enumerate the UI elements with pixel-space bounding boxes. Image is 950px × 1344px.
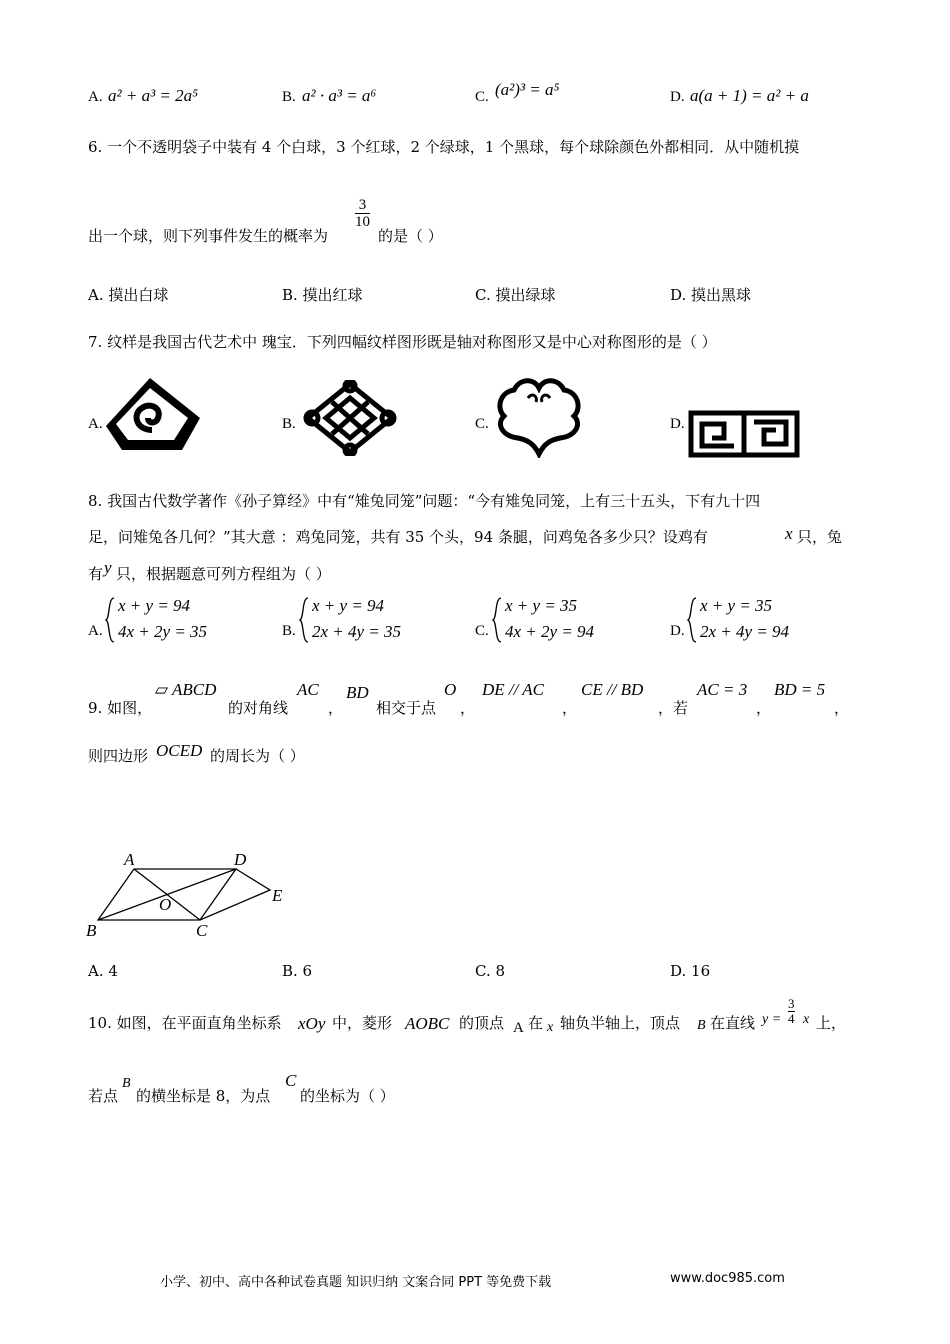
- q8-d-equation-2: 2x + 4y = 94: [700, 622, 790, 641]
- fig-label-e: E: [272, 886, 283, 905]
- q6-fraction-denominator: 10: [355, 214, 370, 230]
- q9-option-d: D. 16: [670, 962, 711, 980]
- q5-option-c-label: C.: [475, 89, 489, 105]
- q10-rhombus-aobc: AOBC: [405, 1014, 450, 1033]
- q10-x-axis: x: [547, 1020, 554, 1035]
- q9-point-o: O: [444, 680, 457, 699]
- q8-c-equation-1: x + y = 35: [505, 596, 578, 615]
- q5-option-d-expr: a(a + 1) = a² + a: [690, 86, 809, 105]
- q10-slope-fraction: [788, 997, 795, 1026]
- q6-stem-line2-post: 的是（ ）: [378, 227, 443, 245]
- q6-fraction-numerator: 3: [358, 197, 367, 213]
- q10-text-6: 上，: [816, 1014, 847, 1032]
- q7-option-c-label: C.: [475, 416, 489, 432]
- spiral-cloud-pattern-icon: [102, 374, 204, 456]
- q8-a-equation-2: 4x + 2y = 35: [118, 622, 208, 641]
- q9-lead: 9. 如图，: [88, 699, 153, 717]
- q10-text-3: 在: [528, 1014, 544, 1032]
- q8-b-equation-1: x + y = 94: [312, 596, 385, 615]
- q9-ce-parallel-bd: CE // BD: [581, 680, 644, 699]
- q10-point-c: C: [285, 1071, 297, 1090]
- q8-option-a-system: [104, 596, 234, 648]
- brace-icon: [104, 596, 116, 644]
- q10-line2-mid: 的横坐标是 8，为点: [136, 1087, 271, 1105]
- q9-ac-equals-3: AC = 3: [697, 680, 748, 699]
- q9-comma-5: ，: [834, 699, 850, 717]
- q7-option-a-label: A.: [88, 416, 103, 432]
- q5-option-a-expr: a² + a³ = 2a⁵: [108, 86, 199, 105]
- q5-option-b-expr: a² · a³ = a⁶: [302, 86, 377, 105]
- fig-label-a: A: [124, 850, 135, 869]
- q9-line2-post: 的周长为（ ）: [210, 747, 305, 765]
- brace-icon: [491, 596, 503, 644]
- q5-option-a-label: A.: [88, 89, 103, 105]
- q9-option-b: B. 6: [282, 962, 313, 980]
- fig-label-c: C: [196, 921, 208, 940]
- fig-label-b: B: [86, 921, 97, 940]
- q10-text-1: 中，菱形: [332, 1014, 393, 1032]
- q9-text-3: ，若: [658, 699, 689, 717]
- q8-c-equation-2: 4x + 2y = 94: [505, 622, 595, 641]
- q10-line-lhs: y =: [762, 1012, 782, 1027]
- fig-label-d: D: [234, 850, 247, 869]
- q8-d-equation-1: x + y = 35: [700, 596, 773, 615]
- footer-url[interactable]: www.doc985.com: [670, 1271, 785, 1286]
- q6-option-d: D. 摸出黑球: [670, 286, 752, 304]
- q9-quadrilateral-oced: OCED: [156, 741, 203, 760]
- q5-option-d-label: D.: [670, 89, 685, 105]
- q9-comma-3: ，: [562, 699, 578, 717]
- q5-option-b-label: B.: [282, 89, 296, 105]
- q10-line2-pre: 若点: [88, 1087, 119, 1105]
- q9-option-c: C. 8: [475, 962, 506, 980]
- q10-lead: 10. 如图，在平面直角坐标系: [88, 1014, 282, 1032]
- q9-geometry-figure: [84, 848, 294, 940]
- q6-option-c: C. 摸出绿球: [475, 286, 556, 304]
- q9-option-a: A. 4: [88, 962, 118, 980]
- q7-option-b-label: B.: [282, 416, 296, 432]
- q6-option-b: B. 摸出红球: [282, 286, 363, 304]
- q8-b-equation-2: 2x + 4y = 35: [312, 622, 402, 641]
- q8-option-a-label: A.: [88, 623, 103, 639]
- q8-option-b-label: B.: [282, 623, 296, 639]
- q10-vertex-b: B: [697, 1018, 706, 1033]
- q8-option-d-label: D.: [670, 623, 685, 639]
- q7-option-d-label: D.: [670, 416, 685, 432]
- q8-option-b-system: [298, 596, 428, 648]
- q8-stem-line3-pre: 有: [88, 565, 104, 583]
- q10-vertex-a: A: [513, 1020, 524, 1036]
- q10-line2-post: 的坐标为（ ）: [300, 1087, 395, 1105]
- q9-line2-pre: 则四边形: [88, 747, 149, 765]
- q10-text-2: 的顶点: [459, 1014, 505, 1032]
- q9-text-2: 相交于点: [376, 699, 437, 717]
- q10-fraction-numerator: 3: [788, 996, 795, 1011]
- q10-point-b: B: [122, 1076, 131, 1091]
- q6-option-a: A. 摸出白球: [88, 286, 169, 304]
- brace-icon: [298, 596, 310, 644]
- q9-comma-4: ，: [756, 699, 772, 717]
- q8-stem-line2-pre: 足，问雉兔各几何？”其大意 ：鸡兔同笼，共有 35 个头，94 条腿，问鸡兔各多少只？设鸡有: [88, 528, 708, 546]
- chinese-knot-pattern-icon: [302, 380, 398, 456]
- q10-fraction-denominator: 4: [788, 1011, 795, 1026]
- brace-icon: [686, 596, 698, 644]
- q6-stem-line2-pre: 出一个球，则下列事件发生的概率为: [88, 227, 329, 245]
- q9-text-1: 的对角线: [228, 699, 289, 717]
- q9-de-parallel-ac: DE // AC: [482, 680, 545, 699]
- q8-stem-line2-post: 只，兔: [797, 528, 843, 546]
- q5-option-c-expr: (a²)³ = a⁵: [495, 80, 560, 99]
- footer-text: 小学、初中、高中各种试卷真题 知识归纳 文案合同 PPT 等免费下载: [160, 1275, 552, 1290]
- q10-line-rhs: x: [803, 1012, 810, 1027]
- q9-ac: AC: [297, 680, 319, 699]
- q8-option-d-system: [686, 596, 816, 648]
- q6-probability-fraction: [355, 197, 370, 230]
- fig-label-o: O: [159, 895, 172, 914]
- q9-bd: BD: [346, 683, 369, 702]
- q9-comma-1: ，: [328, 699, 344, 717]
- q9-comma-2: ，: [460, 699, 476, 717]
- q10-text-5: 在直线: [710, 1014, 756, 1032]
- q8-variable-y: y: [104, 558, 112, 577]
- q10-xoy: xOy: [298, 1014, 326, 1033]
- q8-stem-line3-post: 只，根据题意可列方程组为（ ）: [116, 565, 331, 583]
- q9-parallelogram: ▱ ABCD: [155, 680, 217, 699]
- auspicious-cloud-pattern-icon: [494, 376, 584, 458]
- q7-stem: 7. 纹样是我国古代艺术中 瑰宝．下列四幅纹样图形既是轴对称图形又是中心对称图形的是（ ）: [88, 333, 717, 351]
- q8-variable-x: x: [785, 524, 793, 543]
- q9-bd-equals-5: BD = 5: [774, 680, 826, 699]
- q8-stem-line1: 8. 我国古代数学著作《孙子算经》中有“雉兔同笼”问题：“今有雉兔同笼，上有三十五头，下有九十四: [88, 492, 761, 510]
- q10-text-4: 轴负半轴上，顶点: [560, 1014, 681, 1032]
- meander-fret-pattern-icon: [688, 410, 800, 458]
- q8-option-c-system: [491, 596, 621, 648]
- q8-a-equation-1: x + y = 94: [118, 596, 191, 615]
- q6-stem-line1: 6. 一个不透明袋子中装有 4 个白球，3 个红球，2 个绿球，1 个黑球，每个球除颜色外都相同．从中随机摸: [88, 138, 800, 156]
- q8-option-c-label: C.: [475, 623, 489, 639]
